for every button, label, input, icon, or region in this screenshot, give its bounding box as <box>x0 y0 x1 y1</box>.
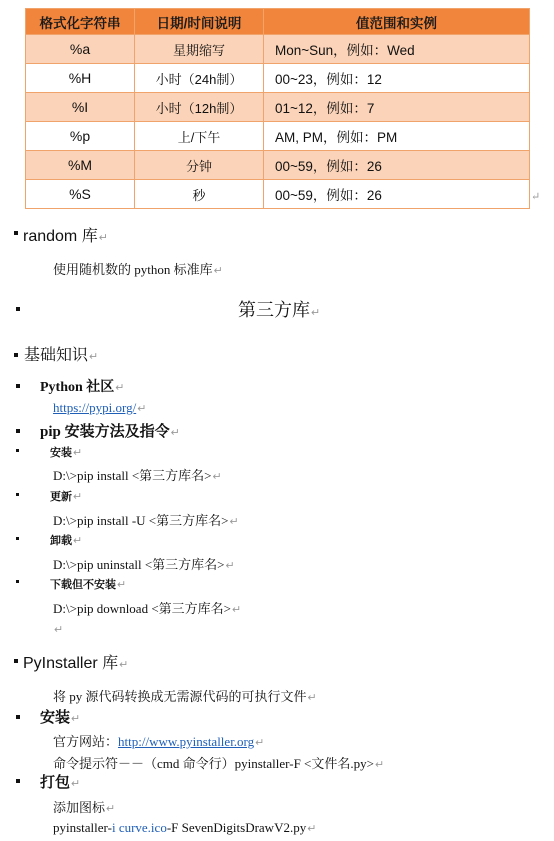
pack-label: 打包 <box>40 775 71 791</box>
paragraph-mark: ↵ <box>229 516 239 528</box>
paragraph-mark: ↵ <box>115 382 125 394</box>
install-label-line <box>50 444 82 460</box>
random-heading-line <box>23 223 108 246</box>
pyinstaller-desc-line <box>53 686 317 705</box>
pyinstaller-heading: PyInstaller 库 <box>23 655 119 672</box>
update-cmd-line <box>53 510 239 529</box>
cmd-instruction: 命令提示符－－（cmd 命令行）pyinstaller-F <文件名.py> <box>53 756 374 771</box>
table-row <box>26 35 530 64</box>
official-site-line <box>53 731 264 750</box>
table-cell: %M <box>26 151 135 180</box>
table-cell: 上/下午 <box>135 122 264 151</box>
paragraph-mark: ↵ <box>137 403 147 415</box>
paragraph-mark: ↵ <box>531 190 541 203</box>
paragraph-mark: ↵ <box>98 232 108 244</box>
table-row <box>26 93 530 122</box>
paragraph-mark: ↵ <box>73 491 83 503</box>
bullet-marker <box>14 231 18 235</box>
table-cell: %H <box>26 64 135 93</box>
uninstall-command: D:\>pip uninstall <第三方库名> <box>53 557 225 572</box>
pypi-link[interactable]: https://pypi.org/ <box>53 400 137 415</box>
paragraph-mark: ↵ <box>119 659 129 671</box>
paragraph-mark: ↵ <box>232 604 242 616</box>
download-label-line <box>50 576 126 592</box>
table-cell: 星期缩写 <box>135 35 264 64</box>
table-cell: %a <box>26 35 135 64</box>
format-string-table <box>25 8 530 209</box>
paragraph-mark: ↵ <box>311 307 321 319</box>
official-site-prefix: 官方网站： <box>53 734 119 749</box>
pack-cmd-line <box>53 820 316 836</box>
paragraph-mark: ↵ <box>54 624 64 636</box>
bullet-marker <box>16 493 19 496</box>
pyinstaller-install-line <box>40 706 80 727</box>
table-cell: Mon~Sun，例如：Wed <box>264 35 530 64</box>
table-row <box>26 151 530 180</box>
table-cell: %I <box>26 93 135 122</box>
bullet-marker <box>16 537 19 540</box>
table-cell: 01~12，例如：7 <box>264 93 530 122</box>
random-description: 使用随机数的 python 标准库 <box>53 262 213 277</box>
paragraph-mark: ↵ <box>255 737 265 749</box>
uninstall-label: 卸载 <box>50 535 72 547</box>
bullet-marker <box>16 715 20 719</box>
bullet-marker <box>16 429 20 433</box>
bullet-marker <box>16 307 20 311</box>
bullet-marker <box>14 353 18 357</box>
third-party-heading-line <box>238 296 320 322</box>
basics-heading-line <box>24 342 98 365</box>
download-label: 下载但不安装 <box>50 579 116 591</box>
paragraph-mark: ↵ <box>89 351 99 363</box>
paragraph-mark: ↵ <box>71 713 81 725</box>
download-command: D:\>pip download <第三方库名> <box>53 601 231 616</box>
pack-line <box>40 771 80 792</box>
bullet-marker <box>14 659 18 663</box>
table-row <box>26 64 530 93</box>
add-icon-line <box>53 797 115 816</box>
table-cell: 小时（24h制） <box>135 64 264 93</box>
uninstall-label-line <box>50 532 82 548</box>
pack-command-icon-option: i curve.ico <box>111 820 167 835</box>
uninstall-cmd-line <box>53 554 235 573</box>
table-cell: %p <box>26 122 135 151</box>
table-cell: %S <box>26 180 135 209</box>
update-label-line <box>50 488 82 504</box>
cmd-line <box>53 753 384 772</box>
paragraph-mark: ↵ <box>71 778 81 790</box>
table-cell: AM, PM，例如：PM <box>264 122 530 151</box>
pip-heading: pip 安装方法及指令 <box>40 424 170 440</box>
pip-heading-line <box>40 420 180 441</box>
paragraph-mark: ↵ <box>307 823 317 835</box>
community-url-line <box>53 400 146 416</box>
random-heading: random 库 <box>23 228 98 245</box>
basics-heading: 基础知识 <box>24 347 89 364</box>
table-cell: 00~59，例如：26 <box>264 180 530 209</box>
table-header-cell: 日期/时间说明 <box>135 9 264 35</box>
paragraph-mark: ↵ <box>73 447 83 459</box>
empty-paragraph <box>53 620 63 638</box>
pyinstaller-heading-line <box>23 650 128 673</box>
paragraph-mark: ↵ <box>307 692 317 704</box>
install-label: 安装 <box>50 447 72 459</box>
install-cmd-line <box>53 465 222 484</box>
bullet-marker <box>16 779 20 783</box>
download-cmd-line <box>53 598 241 617</box>
pack-command-part: pyinstaller- <box>53 820 112 835</box>
paragraph-mark: ↵ <box>213 265 223 277</box>
paragraph-mark: ↵ <box>170 427 180 439</box>
table-cell: 小时（12h制） <box>135 93 264 122</box>
paragraph-mark: ↵ <box>225 560 235 572</box>
pyinstaller-install-label: 安装 <box>40 710 71 726</box>
pyinstaller-link[interactable]: http://www.pyinstaller.org <box>118 734 255 749</box>
bullet-marker <box>16 384 20 388</box>
paragraph-mark: ↵ <box>374 759 385 771</box>
table-header-cell: 格式化字符串 <box>26 9 135 35</box>
table-cell: 秒 <box>135 180 264 209</box>
paragraph-mark: ↵ <box>106 803 116 815</box>
python-community-label: Python 社区 <box>40 380 115 395</box>
bullet-marker <box>16 449 19 452</box>
table-header-row <box>26 9 530 35</box>
bullet-marker <box>16 580 19 583</box>
table-header-cell: 值范围和实例 <box>264 9 530 35</box>
table-row <box>26 180 530 209</box>
pack-command-part: -F SevenDigitsDrawV2.py <box>166 820 307 835</box>
paragraph-mark: ↵ <box>117 579 127 591</box>
add-icon-text: 添加图标 <box>53 800 106 815</box>
paragraph-mark: ↵ <box>73 535 83 547</box>
table-row <box>26 122 530 151</box>
paragraph-mark: ↵ <box>212 471 222 483</box>
table-cell: 00~59，例如：26 <box>264 151 530 180</box>
install-command: D:\>pip install <第三方库名> <box>53 468 212 483</box>
table-cell: 分钟 <box>135 151 264 180</box>
community-line <box>40 376 125 396</box>
pyinstaller-description: 将 py 源代码转换成无需源代码的可执行文件 <box>53 689 307 704</box>
third-party-heading: 第三方库 <box>238 300 310 320</box>
update-label: 更新 <box>50 491 72 503</box>
update-command: D:\>pip install -U <第三方库名> <box>53 513 229 528</box>
table-cell: 00~23，例如：12 <box>264 64 530 93</box>
random-desc-line <box>53 259 223 278</box>
